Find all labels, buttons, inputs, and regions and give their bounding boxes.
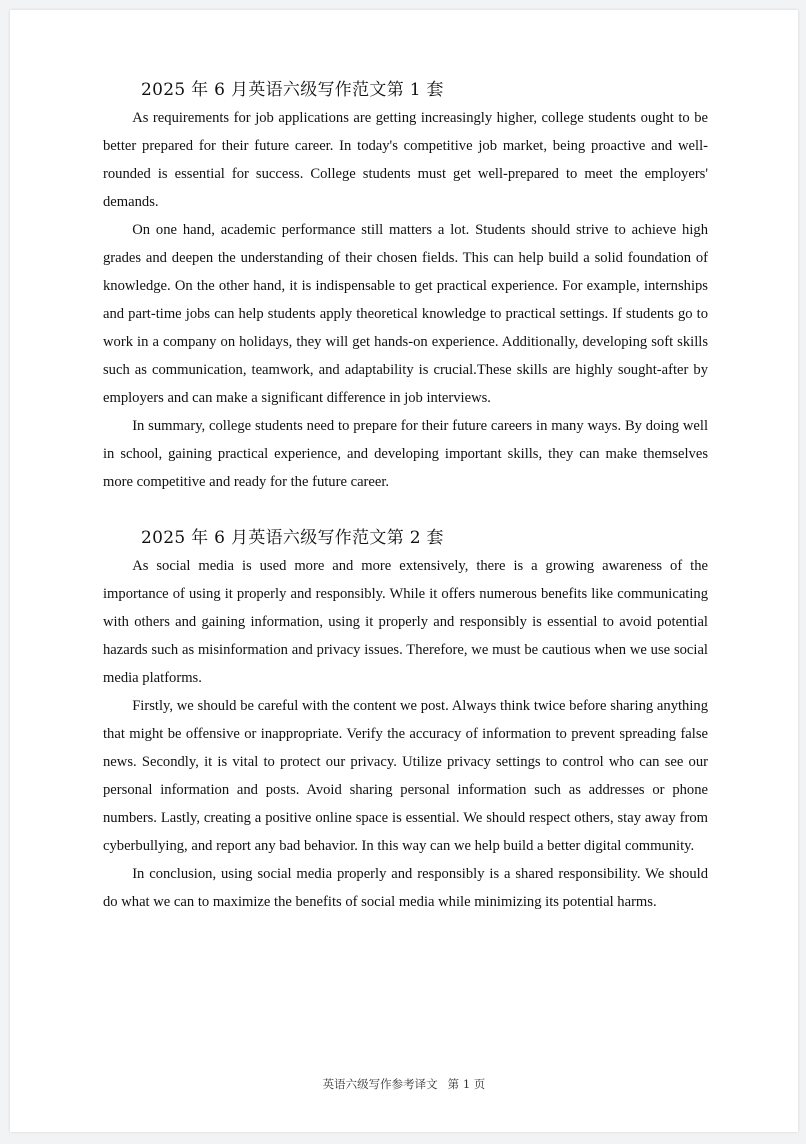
footer-doc-name: 英语六级写作参考译文 (322, 1077, 438, 1091)
essay-2 (103, 524, 708, 916)
essay-paragraph: In summary, college students need to prepare for their future careers in many ways. By doing well in school, gaining practical experience, and developing important skills, they can make themselves more competitive and ready for the future career. (103, 418, 708, 490)
document-page (10, 10, 798, 1132)
essay-paragraph: Firstly, we should be careful with the content we post. Always think twice before sharing anything that might be offensive or inappropriate. Verify the accuracy of information to prevent spreading false news. Secondly, it is vital to protect our privacy. Utilize privacy settings to control who can see our personal information and posts. Avoid sharing personal information such as addresses or phone numbers. Lastly, creating a positive online space is essential. We should respect others, stay away from cyberbullying, and report any bad behavior. In this way can we help build a better digital community. (103, 698, 708, 854)
essay-paragraph: On one hand, academic performance still matters a lot. Students should strive to achieve high grades and deepen the understanding of their chosen fields. This can help build a solid foundation of knowledge. On the other hand, it is indispensable to get practical experience. For example, internships and part-time jobs can help students apply theoretical knowledge to practical settings. If students go to work in a company on holidays, they will get hands-on experience. Additionally, developing soft skills such as communication, teamwork, and adaptability is crucial.These skills are highly sought-after by employers and can make a significant difference in job interviews. (103, 222, 708, 406)
essay-paragraph: In conclusion, using social media properly and responsibly is a shared responsibility. We should do what we can to maximize the benefits of social media while minimizing its potential harms. (103, 866, 708, 910)
essay-paragraph: As social media is used more and more extensively, there is a growing awareness of the importance of using it properly and responsibly. While it offers numerous benefits like communicating with others and gaining information, using it properly and responsibly is essential to avoid potential hazards such as misinformation and privacy issues. Therefore, we must be cautious when we use social media platforms. (103, 558, 708, 686)
essay-paragraph: As requirements for job applications are getting increasingly higher, college students ought to be better prepared for their future career. In today's competitive job market, being proactive and well-rounded is essential for success. College students must get well-prepared to meet the employers' demands. (103, 110, 708, 210)
essay-title: 2025 年 6 月英语六级写作范文第 1 套 (141, 80, 444, 100)
section-spacer (103, 496, 708, 524)
page-content (103, 76, 708, 916)
footer-page-number: 第 1 页 (447, 1077, 486, 1091)
essay-title: 2025 年 6 月英语六级写作范文第 2 套 (141, 528, 444, 548)
page-footer (10, 1076, 798, 1092)
essay-1 (103, 76, 708, 496)
